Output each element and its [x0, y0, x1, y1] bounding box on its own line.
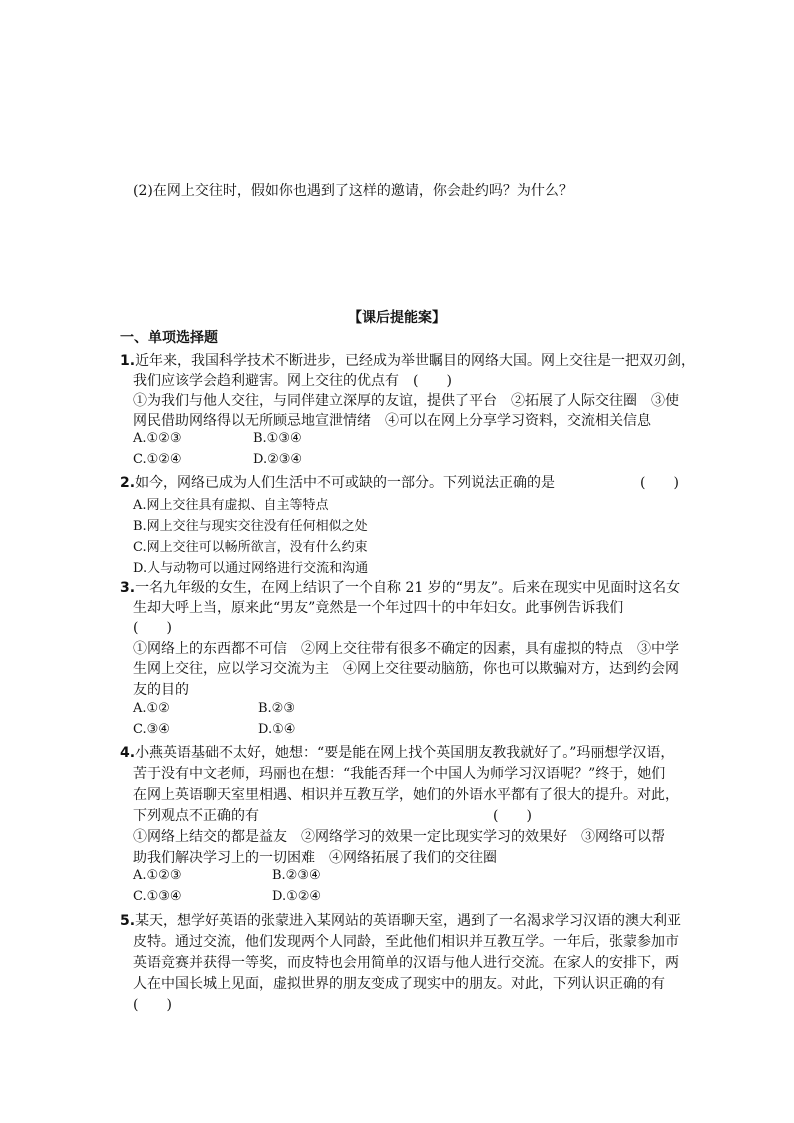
question-5-number: 5.: [120, 913, 136, 929]
question-2-option-b: B.网上交往与现实交往没有任何相似之处: [133, 519, 368, 534]
question-3-line-3: ( ): [133, 620, 172, 636]
question-4-line-1: 4.小燕英语基础不太好，她想：“要是能在网上找个英国朋友教我就好了。”玛丽想学汉语，: [120, 745, 675, 761]
question-3-line-5: 生网上交往，应以学习交流为主 ④网上交往要动脑筋，你也可以欺骗对方，达到约会网: [133, 661, 679, 677]
question-2-answer-paren: ( ): [640, 475, 679, 491]
question-1-line-1: 1.近年来，我国科学技术不断进步，已经成为举世瞩目的网络大国。网上交往是一把双刃剑，: [120, 353, 696, 369]
question-4-line-6: 助我们解决学习上的一切困难 ④网络拓展了我们的交往圈: [133, 850, 497, 866]
question-1-line-4: 网民借助网络得以无所顾忌地宣泄情绪 ④可以在网上分享学习资料，交流相关信息: [133, 413, 651, 429]
question-5-line-3: 英语竞赛并获得一等奖，而皮特也会用简单的汉语与他人进行交流。在家人的安排下，两: [133, 955, 679, 971]
question-2-option-d: D.人与动物可以通过网络进行交流和沟通: [133, 561, 369, 576]
question-1-option-b: B.①③④: [253, 431, 302, 446]
question-1-number: 1.: [120, 353, 136, 369]
question-4-option-c: C.①③④: [133, 889, 182, 904]
question-2-option-c: C.网上交往可以畅所欲言，没有什么约束: [133, 540, 368, 555]
question-4-option-a: A.①②③: [133, 868, 182, 883]
question-3-number: 3.: [120, 580, 136, 596]
question-4-option-b: B.②③④: [272, 868, 321, 883]
question-4-line-5: ①网络上结交的都是益友 ②网络学习的效果一定比现实学习的效果好 ③网络可以帮: [133, 829, 665, 845]
question-5-line-5: ( ): [133, 997, 172, 1013]
question-5-line-2: 皮特。通过交流，他们发现两个人同龄，至此他们相识并互教互学。一年后，张蒙参加市: [133, 934, 679, 950]
question-1-option-d: D.②③④: [253, 452, 303, 467]
question-4-line-2: 苦于没有中文老师，玛丽也在想：“我能否拜一个中国人为师学习汉语呢？”终于，她们: [133, 766, 666, 782]
question-3-line-4: ①网络上的东西都不可信 ②网上交往带有很多不确定的因素，具有虚拟的特点 ③中学: [133, 641, 679, 657]
question-1-line-2: 我们应该学会趋利避害。网上交往的优点有 ( ): [133, 373, 452, 389]
question-4-option-d: D.①②④: [272, 889, 322, 904]
question-1-option-c: C.①②④: [133, 452, 182, 467]
question-5-line-1: 5.某天，想学好英语的张蒙进入某网站的英语聊天室，遇到了一名渴求学习汉语的澳大利亚: [120, 913, 682, 929]
question-2-number: 2.: [120, 475, 136, 491]
question-3-option-d: D.①④: [258, 722, 296, 737]
subquestion-2: (2)在网上交往时，假如你也遇到了这样的邀请，你会赴约吗？为什么？: [133, 183, 573, 199]
question-4-answer-paren: ( ): [493, 808, 532, 824]
question-4-line-4: 下列观点不正确的有: [133, 808, 259, 824]
question-2-option-a: A.网上交往具有虚拟、自主等特点: [133, 498, 329, 513]
question-1-option-a: A.①②③: [133, 431, 182, 446]
question-3-option-a: A.①②: [133, 701, 170, 716]
question-3-line-1: 3.一名九年级的女生，在网上结识了一个自称 21 岁的“男友”。后来在现实中见面时这名女: [120, 580, 681, 596]
question-3-option-b: B.②③: [258, 701, 295, 716]
question-3-line-6: 友的目的: [133, 682, 189, 698]
question-4-number: 4.: [120, 745, 136, 761]
part-title: 一、单项选择题: [120, 330, 218, 346]
question-2-line-1: 2.如今，网络已成为人们生活中不可或缺的一部分。下列说法正确的是: [120, 475, 556, 491]
question-4-line-3: 在网上英语聊天室里相遇、相识并互教互学，她们的外语水平都有了很大的提升。对此，: [133, 787, 679, 803]
question-5-line-4: 人在中国长城上见面，虚拟世界的朋友变成了现实中的朋友。对此，下列认识正确的有: [133, 976, 665, 992]
question-1-line-3: ①为我们与他人交往，与同伴建立深厚的友谊，提供了平台 ②拓展了人际交往圈 ③使: [133, 393, 679, 409]
question-3-line-2: 生却大呼上当，原来此“男友”竟然是一个年过四十的中年妇女。此事例告诉我们: [133, 600, 624, 616]
question-3-option-c: C.③④: [133, 722, 170, 737]
section-title: 【课后提能案】: [348, 310, 446, 326]
